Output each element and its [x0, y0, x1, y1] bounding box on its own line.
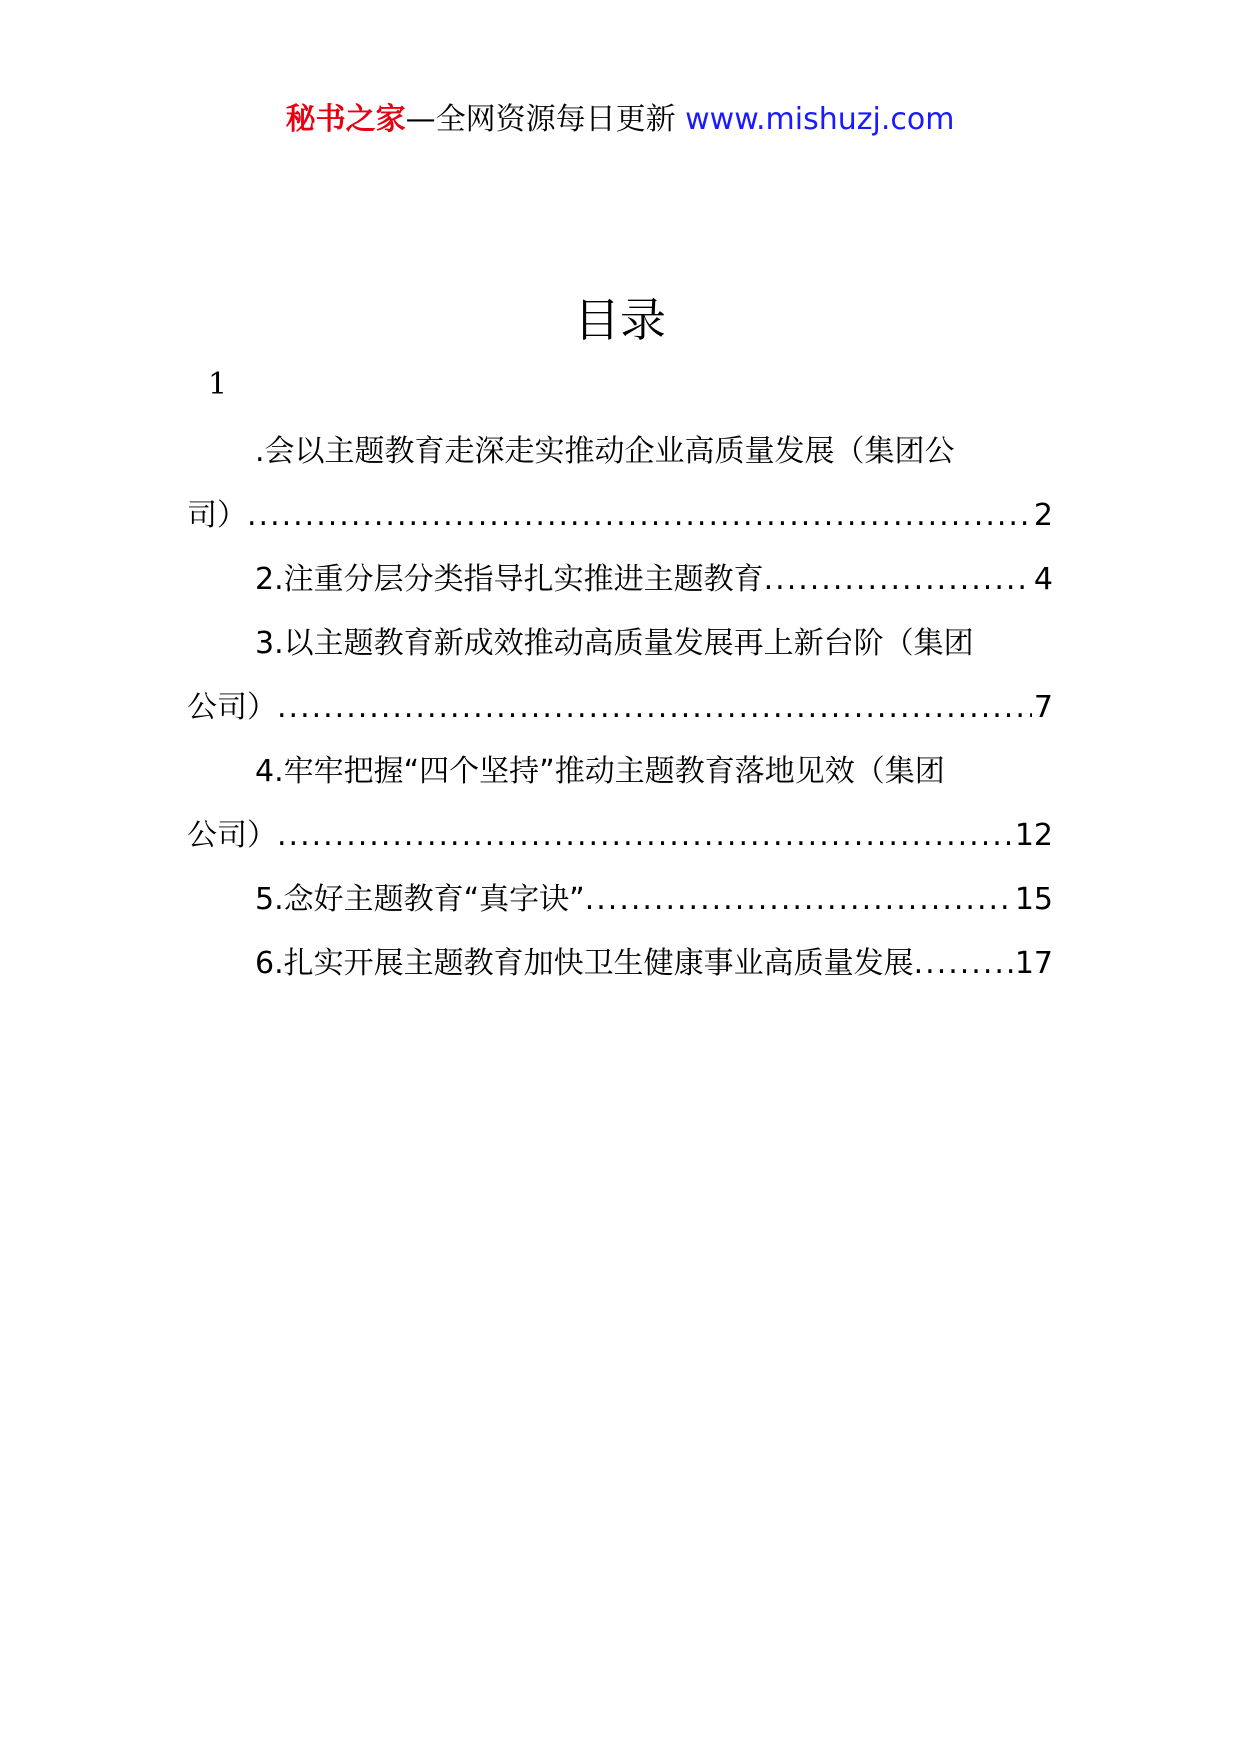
page-title: 目录 [574, 293, 666, 347]
toc-entry-title: 6.扎实开展主题教育加快卫生健康事业高质量发展 [255, 946, 914, 981]
dot-leader [277, 804, 1013, 868]
dot-leader [764, 548, 1032, 612]
toc-entry-title: 4.牢牢把握“四个坚持”推动主题教育落地见效（集团 [255, 754, 945, 789]
toc-entry-5[interactable] [187, 868, 1053, 932]
toc-page-number: 12 [1014, 818, 1053, 853]
table-of-contents [187, 420, 1053, 996]
dot-leader [585, 868, 1013, 932]
toc-page-number: 15 [1014, 882, 1053, 917]
toc-page-number: 7 [1033, 690, 1053, 725]
website-link[interactable]: www.mishuzj.com [685, 102, 955, 137]
toc-entry-6[interactable] [187, 932, 1053, 996]
toc-page-number: 17 [1014, 946, 1053, 981]
header-tagline: —全网资源每日更新 [405, 102, 686, 137]
toc-entry-2[interactable] [187, 548, 1053, 612]
dot-leader [277, 676, 1032, 740]
site-header [0, 100, 1240, 140]
toc-entry-title: 司） [187, 498, 247, 533]
toc-entry-title: 公司） [187, 818, 277, 853]
toc-entry-title: 3.以主题教育新成效推动高质量发展再上新台阶（集团 [255, 626, 974, 661]
toc-entry-3-line2[interactable] [187, 676, 1053, 740]
dot-leader [914, 932, 1013, 996]
toc-entry-4-line1[interactable] [187, 740, 1053, 804]
toc-entry-title: 2.注重分层分类指导扎实推进主题教育 [255, 562, 764, 597]
toc-entry-title: 公司） [187, 690, 277, 725]
toc-entry-1-line1[interactable] [187, 420, 1053, 484]
brand-name: 秘书之家 [285, 102, 406, 137]
toc-page-number: 2 [1033, 498, 1053, 533]
toc-entry-title: .会以主题教育走深走实推动企业高质量发展（集团公 [255, 434, 955, 469]
dot-leader [247, 484, 1032, 548]
list-number: 1 [208, 367, 228, 402]
toc-entry-1-line2[interactable] [187, 484, 1053, 548]
toc-entry-title: 5.念好主题教育“真字诀” [255, 882, 585, 917]
toc-page-number: 4 [1033, 562, 1053, 597]
toc-entry-4-line2[interactable] [187, 804, 1053, 868]
toc-entry-3-line1[interactable] [187, 612, 1053, 676]
